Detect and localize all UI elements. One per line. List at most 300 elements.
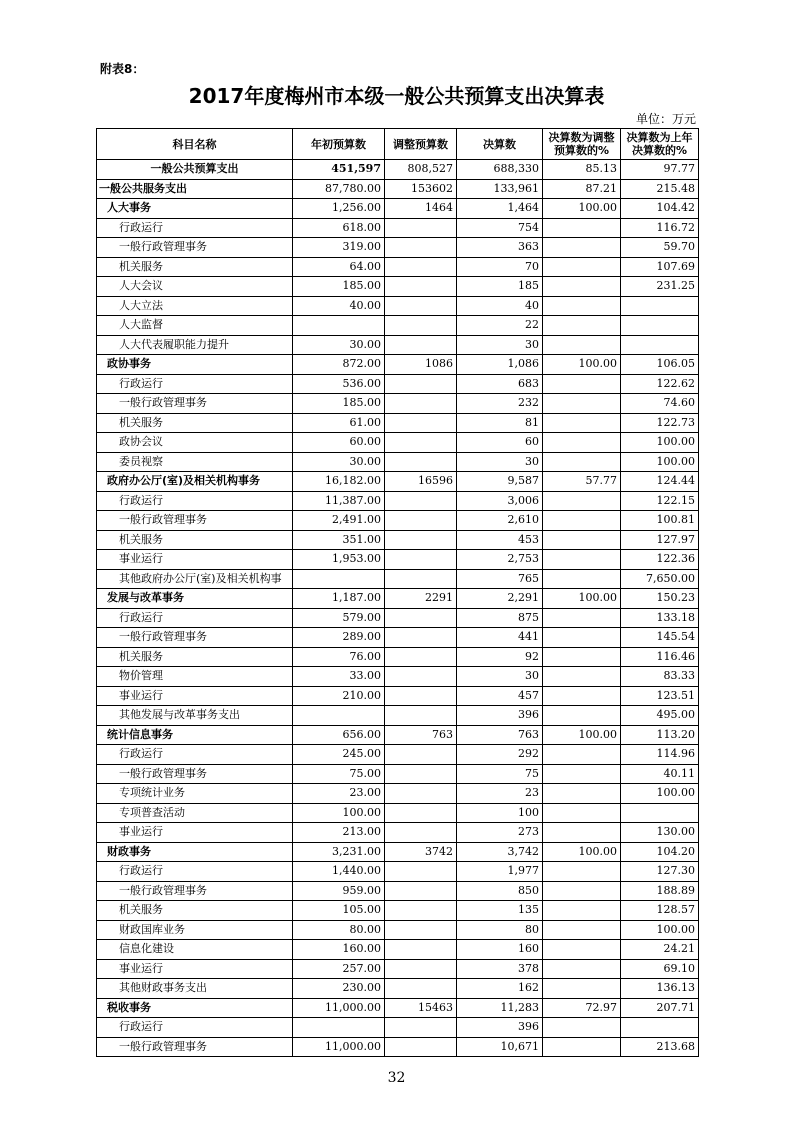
row-pct-of-adjusted (543, 862, 621, 882)
row-pct-of-previous: 114.96 (621, 745, 699, 765)
row-adjusted-budget (385, 335, 457, 355)
row-pct-of-previous: 122.36 (621, 550, 699, 570)
row-pct-of-previous (621, 1018, 699, 1038)
row-subject-name: 税收事务 (97, 998, 293, 1018)
row-pct-of-previous: 104.42 (621, 199, 699, 219)
row-initial-budget: 75.00 (293, 764, 385, 784)
row-pct-of-adjusted (543, 628, 621, 648)
row-pct-of-previous: 100.00 (621, 784, 699, 804)
row-pct-of-adjusted (543, 511, 621, 531)
row-subject-name: 政协事务 (97, 355, 293, 375)
header-initial-budget: 年初预算数 (293, 129, 385, 160)
table-row (97, 511, 699, 531)
row-pct-of-adjusted (543, 316, 621, 336)
row-final-accounts: 765 (457, 569, 543, 589)
row-final-accounts: 754 (457, 218, 543, 238)
row-final-accounts: 80 (457, 920, 543, 940)
row-subject-name: 事业运行 (97, 823, 293, 843)
row-pct-of-previous: 104.20 (621, 842, 699, 862)
row-pct-of-previous: 100.00 (621, 433, 699, 453)
row-subject-name: 专项统计业务 (97, 784, 293, 804)
row-pct-of-previous (621, 316, 699, 336)
row-pct-of-adjusted (543, 374, 621, 394)
row-initial-budget: 451,597 (293, 160, 385, 180)
row-adjusted-budget: 2291 (385, 589, 457, 609)
table-row (97, 218, 699, 238)
row-pct-of-previous: 100.00 (621, 920, 699, 940)
row-pct-of-previous: 136.13 (621, 979, 699, 999)
row-final-accounts: 100 (457, 803, 543, 823)
row-final-accounts: 2,610 (457, 511, 543, 531)
row-pct-of-previous: 74.60 (621, 394, 699, 414)
table-row (97, 901, 699, 921)
row-pct-of-previous: 215.48 (621, 179, 699, 199)
row-pct-of-adjusted (543, 433, 621, 453)
row-pct-of-previous: 116.72 (621, 218, 699, 238)
table-row (97, 667, 699, 687)
row-adjusted-budget: 15463 (385, 998, 457, 1018)
row-final-accounts: 441 (457, 628, 543, 648)
row-pct-of-adjusted (543, 296, 621, 316)
row-initial-budget: 289.00 (293, 628, 385, 648)
row-pct-of-adjusted (543, 277, 621, 297)
table-body (97, 160, 699, 1057)
row-pct-of-previous: 83.33 (621, 667, 699, 687)
row-pct-of-adjusted (543, 784, 621, 804)
table-row (97, 725, 699, 745)
row-adjusted-budget (385, 959, 457, 979)
row-adjusted-budget (385, 452, 457, 472)
row-subject-name: 其他发展与改革事务支出 (97, 706, 293, 726)
row-initial-budget: 185.00 (293, 394, 385, 414)
row-pct-of-adjusted (543, 803, 621, 823)
row-pct-of-previous: 188.89 (621, 881, 699, 901)
row-final-accounts: 135 (457, 901, 543, 921)
row-initial-budget: 1,953.00 (293, 550, 385, 570)
row-adjusted-budget (385, 238, 457, 258)
row-adjusted-budget: 1086 (385, 355, 457, 375)
row-pct-of-previous: 213.68 (621, 1037, 699, 1057)
table-row (97, 823, 699, 843)
row-subject-name: 政协会议 (97, 433, 293, 453)
row-final-accounts: 75 (457, 764, 543, 784)
row-pct-of-previous: 113.20 (621, 725, 699, 745)
row-subject-name: 人大监督 (97, 316, 293, 336)
row-pct-of-previous: 107.69 (621, 257, 699, 277)
table-row (97, 316, 699, 336)
row-initial-budget: 60.00 (293, 433, 385, 453)
page-title: 2017年度梅州市本级一般公共预算支出决算表 (188, 84, 605, 108)
attachment-label: 附表8： (100, 62, 145, 76)
row-final-accounts: 11,283 (457, 998, 543, 1018)
row-initial-budget: 656.00 (293, 725, 385, 745)
row-initial-budget: 100.00 (293, 803, 385, 823)
row-subject-name: 人大事务 (97, 199, 293, 219)
row-initial-budget: 872.00 (293, 355, 385, 375)
row-initial-budget: 30.00 (293, 452, 385, 472)
row-pct-of-previous: 127.97 (621, 530, 699, 550)
row-pct-of-previous (621, 335, 699, 355)
row-adjusted-budget (385, 316, 457, 336)
row-adjusted-budget (385, 901, 457, 921)
row-pct-of-adjusted (543, 394, 621, 414)
table-row (97, 940, 699, 960)
row-final-accounts: 185 (457, 277, 543, 297)
row-initial-budget: 80.00 (293, 920, 385, 940)
row-subject-name: 机关服务 (97, 413, 293, 433)
row-final-accounts: 396 (457, 1018, 543, 1038)
row-pct-of-previous: 122.15 (621, 491, 699, 511)
row-subject-name: 一般公共预算支出 (97, 160, 293, 180)
row-final-accounts: 850 (457, 881, 543, 901)
row-final-accounts: 3,006 (457, 491, 543, 511)
row-pct-of-previous: 40.11 (621, 764, 699, 784)
row-final-accounts: 292 (457, 745, 543, 765)
row-pct-of-adjusted: 100.00 (543, 199, 621, 219)
row-initial-budget: 23.00 (293, 784, 385, 804)
row-pct-of-previous: 59.70 (621, 238, 699, 258)
row-initial-budget: 105.00 (293, 901, 385, 921)
row-adjusted-budget (385, 511, 457, 531)
row-pct-of-adjusted (543, 238, 621, 258)
row-pct-of-adjusted (543, 1018, 621, 1038)
row-adjusted-budget (385, 823, 457, 843)
row-pct-of-previous: 127.30 (621, 862, 699, 882)
row-adjusted-budget (385, 745, 457, 765)
row-initial-budget: 319.00 (293, 238, 385, 258)
row-pct-of-previous: 97.77 (621, 160, 699, 180)
row-pct-of-adjusted (543, 706, 621, 726)
table-row (97, 920, 699, 940)
row-pct-of-previous: 128.57 (621, 901, 699, 921)
row-pct-of-previous: 100.00 (621, 452, 699, 472)
row-pct-of-adjusted (543, 686, 621, 706)
row-subject-name: 事业运行 (97, 686, 293, 706)
row-subject-name: 行政运行 (97, 745, 293, 765)
row-adjusted-budget (385, 569, 457, 589)
table-row (97, 881, 699, 901)
row-subject-name: 发展与改革事务 (97, 589, 293, 609)
row-pct-of-adjusted (543, 413, 621, 433)
row-subject-name: 行政运行 (97, 608, 293, 628)
row-initial-budget: 245.00 (293, 745, 385, 765)
row-final-accounts: 3,742 (457, 842, 543, 862)
row-subject-name: 财政事务 (97, 842, 293, 862)
row-pct-of-adjusted: 72.97 (543, 998, 621, 1018)
row-adjusted-budget (385, 940, 457, 960)
header-adjusted-budget: 调整预算数 (385, 129, 457, 160)
row-final-accounts: 875 (457, 608, 543, 628)
row-pct-of-adjusted (543, 218, 621, 238)
row-adjusted-budget (385, 374, 457, 394)
row-final-accounts: 30 (457, 452, 543, 472)
row-subject-name: 行政运行 (97, 862, 293, 882)
row-adjusted-budget (385, 667, 457, 687)
row-adjusted-budget (385, 296, 457, 316)
table-row (97, 998, 699, 1018)
row-pct-of-adjusted (543, 764, 621, 784)
row-pct-of-adjusted (543, 959, 621, 979)
row-pct-of-previous (621, 296, 699, 316)
row-pct-of-adjusted (543, 569, 621, 589)
row-initial-budget: 40.00 (293, 296, 385, 316)
row-initial-budget: 3,231.00 (293, 842, 385, 862)
row-initial-budget: 76.00 (293, 647, 385, 667)
table-row (97, 179, 699, 199)
table-row (97, 764, 699, 784)
row-adjusted-budget (385, 784, 457, 804)
table-row (97, 803, 699, 823)
row-subject-name: 一般行政管理事务 (97, 1037, 293, 1057)
row-initial-budget: 536.00 (293, 374, 385, 394)
row-initial-budget: 210.00 (293, 686, 385, 706)
table-row (97, 608, 699, 628)
table-row (97, 199, 699, 219)
row-adjusted-budget: 3742 (385, 842, 457, 862)
table-row (97, 452, 699, 472)
row-initial-budget (293, 706, 385, 726)
header-subject-name: 科目名称 (97, 129, 293, 160)
row-final-accounts: 22 (457, 316, 543, 336)
row-final-accounts: 23 (457, 784, 543, 804)
table-row (97, 394, 699, 414)
row-initial-budget: 33.00 (293, 667, 385, 687)
row-final-accounts: 133,961 (457, 179, 543, 199)
row-initial-budget: 213.00 (293, 823, 385, 843)
row-adjusted-budget (385, 706, 457, 726)
row-initial-budget: 64.00 (293, 257, 385, 277)
row-final-accounts: 457 (457, 686, 543, 706)
row-final-accounts: 1,977 (457, 862, 543, 882)
table-row (97, 491, 699, 511)
row-pct-of-previous: 116.46 (621, 647, 699, 667)
row-final-accounts: 378 (457, 959, 543, 979)
row-adjusted-budget (385, 550, 457, 570)
row-adjusted-budget (385, 979, 457, 999)
table-row (97, 569, 699, 589)
row-pct-of-previous: 122.62 (621, 374, 699, 394)
row-final-accounts: 162 (457, 979, 543, 999)
row-final-accounts: 30 (457, 335, 543, 355)
table-row (97, 647, 699, 667)
row-final-accounts: 9,587 (457, 472, 543, 492)
row-pct-of-adjusted: 100.00 (543, 355, 621, 375)
row-initial-budget (293, 316, 385, 336)
row-initial-budget: 579.00 (293, 608, 385, 628)
unit-label: 单位：万元 (635, 112, 696, 126)
row-pct-of-previous: 150.23 (621, 589, 699, 609)
row-subject-name: 机关服务 (97, 530, 293, 550)
table-row (97, 745, 699, 765)
row-final-accounts: 453 (457, 530, 543, 550)
row-adjusted-budget (385, 218, 457, 238)
row-final-accounts: 763 (457, 725, 543, 745)
row-subject-name: 人大立法 (97, 296, 293, 316)
row-final-accounts: 60 (457, 433, 543, 453)
table-row (97, 530, 699, 550)
row-subject-name: 行政运行 (97, 374, 293, 394)
row-initial-budget: 2,491.00 (293, 511, 385, 531)
row-adjusted-budget: 153602 (385, 179, 457, 199)
row-subject-name: 一般行政管理事务 (97, 511, 293, 531)
row-final-accounts: 2,753 (457, 550, 543, 570)
table-row (97, 1037, 699, 1057)
row-pct-of-adjusted (543, 901, 621, 921)
row-subject-name: 政府办公厅(室)及相关机构事务 (97, 472, 293, 492)
row-pct-of-adjusted: 100.00 (543, 725, 621, 745)
row-subject-name: 一般行政管理事务 (97, 764, 293, 784)
row-pct-of-previous: 124.44 (621, 472, 699, 492)
row-adjusted-budget (385, 394, 457, 414)
row-final-accounts: 396 (457, 706, 543, 726)
row-pct-of-adjusted (543, 647, 621, 667)
row-subject-name: 信息化建设 (97, 940, 293, 960)
row-pct-of-previous: 145.54 (621, 628, 699, 648)
row-pct-of-previous: 69.10 (621, 959, 699, 979)
table-row (97, 413, 699, 433)
table-row (97, 1018, 699, 1038)
row-subject-name: 物价管理 (97, 667, 293, 687)
row-initial-budget (293, 1018, 385, 1038)
row-subject-name: 专项普查活动 (97, 803, 293, 823)
row-initial-budget: 16,182.00 (293, 472, 385, 492)
row-final-accounts: 1,086 (457, 355, 543, 375)
row-adjusted-budget (385, 257, 457, 277)
row-initial-budget: 30.00 (293, 335, 385, 355)
row-subject-name: 一般行政管理事务 (97, 881, 293, 901)
row-initial-budget (293, 569, 385, 589)
row-adjusted-budget (385, 530, 457, 550)
row-initial-budget: 11,387.00 (293, 491, 385, 511)
row-adjusted-budget (385, 647, 457, 667)
row-adjusted-budget (385, 1018, 457, 1038)
row-final-accounts: 160 (457, 940, 543, 960)
row-pct-of-previous: 123.51 (621, 686, 699, 706)
row-adjusted-budget (385, 1037, 457, 1057)
row-pct-of-adjusted (543, 667, 621, 687)
row-adjusted-budget (385, 764, 457, 784)
row-pct-of-adjusted: 100.00 (543, 842, 621, 862)
row-pct-of-previous: 24.21 (621, 940, 699, 960)
row-initial-budget: 1,256.00 (293, 199, 385, 219)
table-row (97, 628, 699, 648)
row-pct-of-adjusted (543, 608, 621, 628)
row-final-accounts: 40 (457, 296, 543, 316)
row-pct-of-previous: 231.25 (621, 277, 699, 297)
row-pct-of-adjusted (543, 257, 621, 277)
table-row (97, 257, 699, 277)
row-pct-of-adjusted (543, 823, 621, 843)
row-initial-budget: 185.00 (293, 277, 385, 297)
row-final-accounts: 363 (457, 238, 543, 258)
row-final-accounts: 683 (457, 374, 543, 394)
table-row (97, 959, 699, 979)
row-adjusted-budget (385, 413, 457, 433)
row-pct-of-adjusted (543, 1037, 621, 1057)
row-final-accounts: 232 (457, 394, 543, 414)
row-final-accounts: 81 (457, 413, 543, 433)
row-subject-name: 委员视察 (97, 452, 293, 472)
row-pct-of-adjusted (543, 745, 621, 765)
header-pct-of-adjusted: 决算数为调整预算数的% (543, 129, 621, 160)
row-pct-of-adjusted (543, 491, 621, 511)
row-subject-name: 事业运行 (97, 550, 293, 570)
row-final-accounts: 70 (457, 257, 543, 277)
row-adjusted-budget: 808,527 (385, 160, 457, 180)
row-adjusted-budget (385, 920, 457, 940)
table-row (97, 335, 699, 355)
row-initial-budget: 11,000.00 (293, 1037, 385, 1057)
row-subject-name: 行政运行 (97, 218, 293, 238)
row-adjusted-budget (385, 881, 457, 901)
row-adjusted-budget: 16596 (385, 472, 457, 492)
row-initial-budget: 618.00 (293, 218, 385, 238)
row-pct-of-adjusted: 100.00 (543, 589, 621, 609)
row-initial-budget: 11,000.00 (293, 998, 385, 1018)
row-subject-name: 机关服务 (97, 257, 293, 277)
row-subject-name: 财政国库业务 (97, 920, 293, 940)
row-initial-budget: 87,780.00 (293, 179, 385, 199)
row-adjusted-budget (385, 277, 457, 297)
table-row (97, 160, 699, 180)
table-row (97, 550, 699, 570)
row-subject-name: 其他政府办公厅(室)及相关机构事 (97, 569, 293, 589)
row-adjusted-budget (385, 862, 457, 882)
row-pct-of-adjusted (543, 940, 621, 960)
row-pct-of-adjusted: 87.21 (543, 179, 621, 199)
row-adjusted-budget (385, 608, 457, 628)
row-subject-name: 机关服务 (97, 901, 293, 921)
row-final-accounts: 1,464 (457, 199, 543, 219)
row-initial-budget: 61.00 (293, 413, 385, 433)
row-pct-of-adjusted: 85.13 (543, 160, 621, 180)
row-initial-budget: 1,187.00 (293, 589, 385, 609)
row-pct-of-previous: 106.05 (621, 355, 699, 375)
row-adjusted-budget (385, 686, 457, 706)
row-pct-of-adjusted (543, 920, 621, 940)
row-initial-budget: 1,440.00 (293, 862, 385, 882)
row-subject-name: 行政运行 (97, 1018, 293, 1038)
table-row (97, 784, 699, 804)
row-pct-of-adjusted (543, 550, 621, 570)
row-pct-of-previous: 495.00 (621, 706, 699, 726)
row-pct-of-previous: 7,650.00 (621, 569, 699, 589)
row-pct-of-adjusted (543, 979, 621, 999)
row-adjusted-budget (385, 628, 457, 648)
row-initial-budget: 257.00 (293, 959, 385, 979)
row-subject-name: 机关服务 (97, 647, 293, 667)
row-initial-budget: 959.00 (293, 881, 385, 901)
page-number: 32 (387, 1070, 406, 1086)
table-row (97, 238, 699, 258)
row-pct-of-previous: 207.71 (621, 998, 699, 1018)
table-row (97, 842, 699, 862)
row-final-accounts: 2,291 (457, 589, 543, 609)
row-adjusted-budget: 763 (385, 725, 457, 745)
row-subject-name: 统计信息事务 (97, 725, 293, 745)
table-header-row (97, 129, 699, 160)
row-subject-name: 人大会议 (97, 277, 293, 297)
row-pct-of-previous: 133.18 (621, 608, 699, 628)
table-row (97, 686, 699, 706)
row-final-accounts: 30 (457, 667, 543, 687)
header-pct-of-previous: 决算数为上年决算数的% (621, 129, 699, 160)
row-subject-name: 其他财政事务支出 (97, 979, 293, 999)
row-final-accounts: 10,671 (457, 1037, 543, 1057)
row-adjusted-budget: 1464 (385, 199, 457, 219)
table-row (97, 589, 699, 609)
row-subject-name: 人大代表履职能力提升 (97, 335, 293, 355)
